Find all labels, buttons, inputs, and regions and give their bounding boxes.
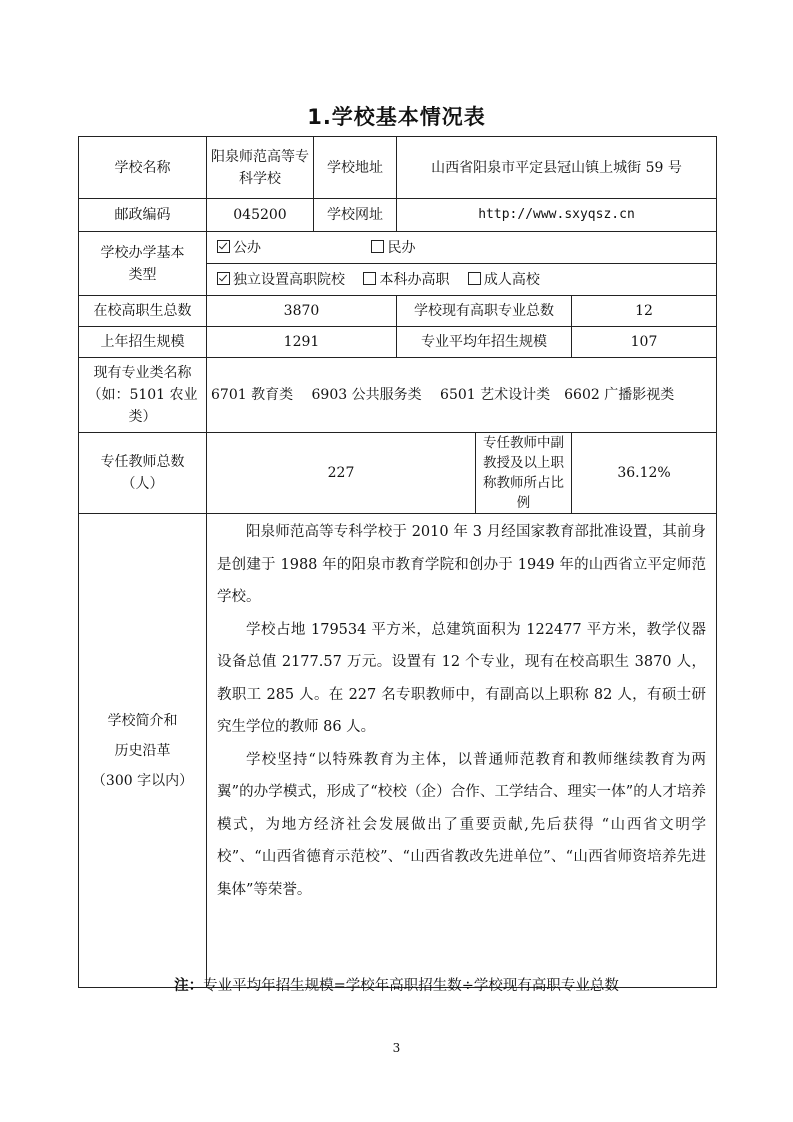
school-name-label: 学校名称 (79, 137, 207, 199)
footnote-text: 专业平均年招生规模=学校年高职招生数÷学校现有高职专业总数 (203, 978, 619, 994)
intro-label: 学校简介和 历史沿革 （300 字以内） (79, 514, 207, 988)
school-type-row1 (207, 232, 717, 264)
table-row (79, 199, 717, 232)
type-option-adult[interactable]: 成人高校 (468, 269, 540, 291)
students-label: 在校高职生总数 (79, 296, 207, 327)
checkbox-icon (363, 272, 376, 285)
students-value: 3870 (207, 296, 397, 327)
website-label: 学校网址 (314, 199, 397, 232)
type-option-independent[interactable]: 独立设置高职院校 (217, 269, 345, 291)
school-address-label: 学校地址 (314, 137, 397, 199)
intro-paragraph: 学校占地 179534 平方米，总建筑面积为 122477 平方米，教学仪器设备总值 2177.57 万元。设置有 12 个专业，现有在校高职生 3870 人，教职工 285 人。在 227 名专职教师中，有副高以上职称 82 人，有硕士研究生学位的教师 86 人。 (217, 621, 707, 735)
teachers-total-label: 专任教师总数（人） (79, 433, 207, 514)
categories-label: 现有专业类名称（如：5101 农业类） (79, 358, 207, 433)
avg-enroll-label: 专业平均年招生规模 (397, 327, 572, 358)
intro-paragraph: 学校坚持“以特殊教育为主体，以普通师范教育和教师继续教育为两翼”的办学模式，形成了“校校（企）合作、工学结合、理实一体”的人才培养模式，为地方经济社会发展做出了重要贡献,先后获得 “山西省文明学校”、“山西省德育示范校”、“山西省教改先进单位”、“山西省师资培养先进集体”等荣誉。 (217, 751, 707, 898)
checkbox-icon (371, 240, 384, 253)
school-type-label: 学校办学基本类型 (79, 232, 207, 296)
school-type-row2 (207, 264, 717, 296)
postcode-value: 045200 (207, 199, 314, 232)
table-row (79, 232, 717, 264)
table-row (79, 327, 717, 358)
enroll-value: 1291 (207, 327, 397, 358)
page-number: 3 (392, 1041, 401, 1055)
footnote (0, 974, 793, 995)
school-name-value: 阳泉师范高等专科学校 (207, 137, 314, 199)
intro-paragraph: 阳泉师范高等专科学校于 2010 年 3 月经国家教育部批准设置，其前身是创建于 1988 年的阳泉市教育学院和创办于 1949 年的山西省立平定师范学校。 (217, 524, 707, 605)
enroll-label: 上年招生规模 (79, 327, 207, 358)
teachers-total-value: 227 (207, 433, 476, 514)
majors-label: 学校现有高职专业总数 (397, 296, 572, 327)
teachers-ratio-label: 专任教师中副教授及以上职称教师所占比例 (476, 433, 572, 514)
table-row (79, 296, 717, 327)
table-row (79, 358, 717, 433)
type-option-undergrad[interactable]: 本科办高职 (363, 269, 449, 291)
postcode-label: 邮政编码 (79, 199, 207, 232)
table-row (79, 514, 717, 988)
categories-value: 6701 教育类 6903 公共服务类 6501 艺术设计类 6602 广播影视类 (207, 358, 717, 433)
teachers-ratio-value: 36.12% (572, 433, 717, 514)
footnote-prefix: 注： (174, 978, 204, 994)
checkbox-icon (468, 272, 481, 285)
avg-enroll-value: 107 (572, 327, 717, 358)
table-row (79, 137, 717, 199)
majors-value: 12 (572, 296, 717, 327)
type-option-public[interactable]: 公办 (217, 237, 367, 259)
checkbox-checked-icon (217, 240, 230, 253)
type-option-private[interactable]: 民办 (371, 237, 415, 259)
checkbox-checked-icon (217, 272, 230, 285)
website-value: http://www.sxyqsz.cn (397, 199, 717, 232)
intro-text (207, 514, 717, 988)
school-info-table (78, 136, 717, 988)
table-row (79, 433, 717, 514)
page-title: 1.学校基本情况表 (307, 105, 486, 129)
school-address-value: 山西省阳泉市平定县冠山镇上城街 59 号 (397, 137, 717, 199)
